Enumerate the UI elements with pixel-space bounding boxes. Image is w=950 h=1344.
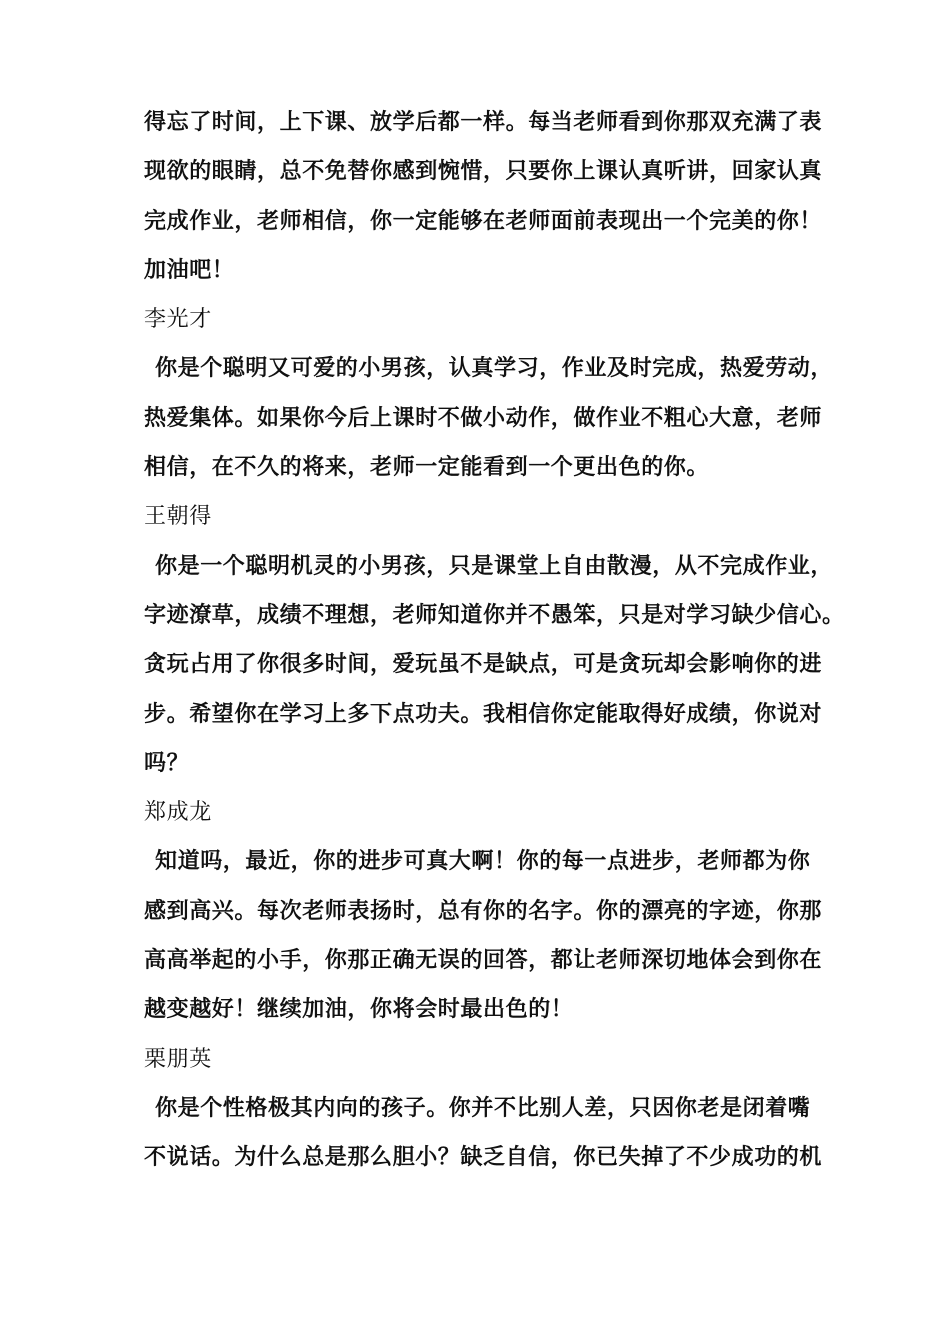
- text-line: 相信，在不久的将来，老师一定能看到一个更出色的你。: [144, 454, 710, 481]
- student-name: 栗朋英: [144, 1046, 212, 1072]
- text-line: 越变越好！继续加油，你将会时最出色的！: [144, 996, 574, 1023]
- text-line: 你是个聪明又可爱的小男孩，认真学习，作业及时完成，热爱劳动，: [155, 355, 834, 382]
- text-line: 吗？: [144, 749, 190, 776]
- text-line: 贪玩占用了你很多时间，爱玩虽不是缺点，可是贪玩却会影响你的进: [144, 651, 823, 678]
- student-name: 郑成龙: [144, 800, 212, 826]
- text-line: 感到高兴。每次老师表扬时，总有你的名字。你的漂亮的字迹，你那: [144, 897, 823, 924]
- text-line: 你是个性格极其内向的孩子。你并不比别人差，只因你老是闭着嘴: [155, 1094, 811, 1121]
- text-line: 完成作业，老师相信，你一定能够在老师面前表现出一个完美的你！: [144, 207, 823, 234]
- text-line: 不说话。为什么总是那么胆小？缺乏自信，你已失掉了不少成功的机: [144, 1144, 823, 1171]
- student-name: 王朝得: [144, 504, 212, 530]
- text-line: 步。希望你在学习上多下点功夫。我相信你定能取得好成绩，你说对: [144, 700, 823, 727]
- text-line: 高高举起的小手，你那正确无误的回答，都让老师深切地体会到你在: [144, 947, 823, 974]
- text-line: 现欲的眼睛，总不免替你感到惋惜，只要你上课认真听讲，回家认真: [144, 158, 823, 185]
- text-line: 热爱集体。如果你今后上课时不做小动作，做作业不粗心大意，老师: [144, 404, 823, 431]
- text-line: 字迹潦草，成绩不理想，老师知道你并不愚笨，只是对学习缺少信心。: [144, 601, 845, 628]
- text-line: 知道吗，最近，你的进步可真大啊！你的每一点进步，老师都为你: [155, 848, 811, 875]
- text-line: 你是一个聪明机灵的小男孩，只是课堂上自由散漫，从不完成作业，: [155, 552, 834, 579]
- document-page: [144, 98, 845, 1183]
- text-line: 得忘了时间，上下课、放学后都一样。每当老师看到你那双充满了表: [144, 109, 823, 135]
- student-name: 李光才: [144, 307, 212, 333]
- text-line: 加油吧！: [144, 256, 235, 283]
